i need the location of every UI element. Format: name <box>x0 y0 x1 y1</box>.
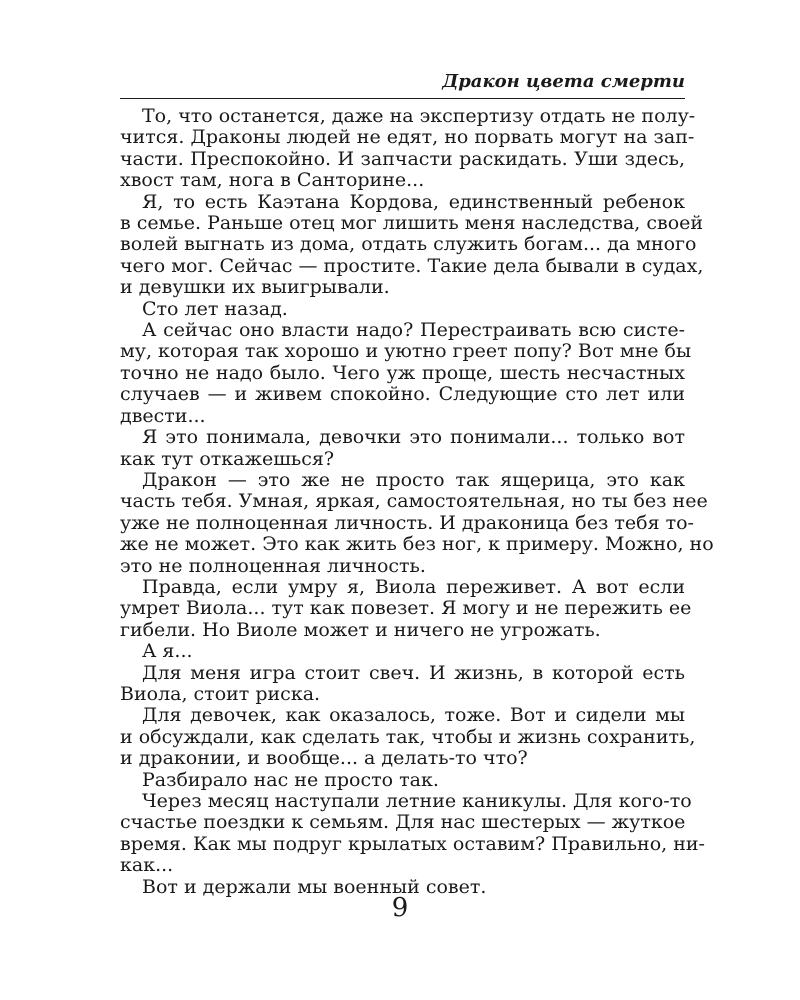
text-line: в семье. Раньше отец мог лишить меня наследства, своей <box>120 212 704 235</box>
paragraph <box>120 468 714 577</box>
text-line: счастье поездки к семьям. Для нас шестерых — жуткое <box>120 811 686 834</box>
paragraph <box>120 190 704 299</box>
text-line: Я, то есть Каэтана Кордова, единственный ребенок <box>142 190 685 213</box>
text-line: Сто лет назад. <box>142 297 288 320</box>
text-line: уже не полноценная личность. И драконица без тебя то- <box>120 511 694 534</box>
paragraph <box>120 319 692 427</box>
text-line: чится. Драконы людей не едят, но порвать могут на зап- <box>120 126 695 149</box>
paragraph <box>120 790 705 877</box>
text-line: Вот и держали мы военный совет. <box>142 875 487 898</box>
text-line: же не может. Это как жить без ног, к примеру. Можно, но <box>120 533 714 556</box>
body-text <box>120 105 714 898</box>
paragraph <box>120 770 685 791</box>
text-line: Для девочек, как оказалось, тоже. Вот и сидели мы <box>142 704 685 727</box>
paragraph <box>120 663 685 706</box>
text-line: как тут откажешься? <box>120 447 335 470</box>
paragraph <box>120 105 696 192</box>
paragraph <box>120 299 685 320</box>
text-line: То, что останется, даже на экспертизу отдать не полу- <box>142 105 696 127</box>
text-line: хвост там, нога в Санторине... <box>120 169 425 192</box>
text-line: чего мог. Сейчас — простите. Такие дела бывали в судах, <box>120 254 704 277</box>
text-line: Для меня игра стоит свеч. И жизнь, в которой есть <box>142 661 685 684</box>
text-line: А сейчас оно власти надо? Перестраивать всю систе- <box>142 319 685 342</box>
text-line: му, которая так хорошо и уютно греет попу? Вот мне бы <box>120 340 692 363</box>
text-line: Правда, если умру я, Виола переживет. А вот если <box>142 575 685 598</box>
text-line: время. Как мы подруг крылатых оставим? Правильно, ни- <box>120 832 705 855</box>
header-rule <box>120 98 685 99</box>
text-line: как... <box>120 854 174 877</box>
text-line: умрет Виола... тут как повезет. Я могу и не пережить ее <box>120 597 692 620</box>
text-line: это не полноценная личность. <box>120 554 426 577</box>
text-line: часть тебя. Умная, яркая, самостоятельная, но ты без нее <box>120 490 708 513</box>
text-line: части. Преспокойно. И запчасти раскидать. Уши здесь, <box>120 147 685 170</box>
text-line: и обсуждали, как сделать так, чтобы и жизнь сохранить, <box>120 725 696 748</box>
paragraph <box>120 641 685 662</box>
paragraph <box>120 427 685 470</box>
text-line: Я это понимала, девочки это понимали... только вот <box>142 426 685 449</box>
running-head: Дракон цвета смерти <box>442 71 685 92</box>
text-line: Через месяц наступали летние каникулы. Для кого-то <box>142 790 692 812</box>
paragraph <box>120 575 692 641</box>
text-line: двести... <box>120 404 206 427</box>
text-line: случаев — и живем спокойно. Следующие сто лет или <box>120 383 685 406</box>
text-line: волей выгнать из дома, отдать служить богам... да много <box>120 233 697 256</box>
paragraph <box>120 704 696 770</box>
page-number: 9 <box>391 893 409 923</box>
text-line: Дракон — это же не просто так ящерица, это как <box>142 468 685 491</box>
text-line: гибели. Но Виоле может и ничего не угрожать. <box>120 618 601 641</box>
text-line: А я... <box>142 640 193 663</box>
text-line: Виола, стоит риска. <box>120 682 321 705</box>
text-line: и драконии, и вообще... а делать-то что? <box>120 747 528 770</box>
text-line: Разбирало нас не просто так. <box>142 768 439 791</box>
text-line: и девушки их выигрывали. <box>120 276 390 299</box>
text-line: точно не надо было. Чего уж проще, шесть несчастных <box>120 361 685 384</box>
